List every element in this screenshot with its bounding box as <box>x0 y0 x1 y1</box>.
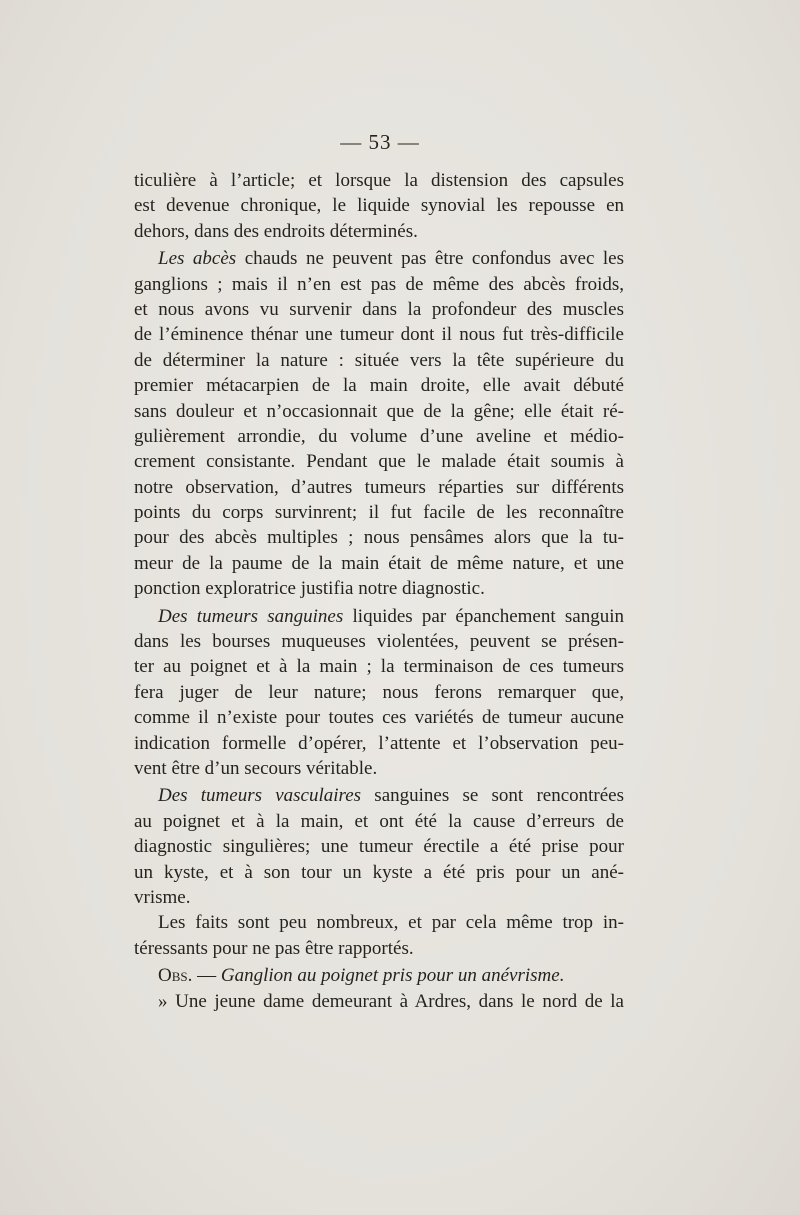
text-run: téressants pour ne pas être rapportés. <box>134 937 414 959</box>
text-line <box>134 297 624 322</box>
text-line <box>134 809 624 834</box>
text-run: points du corps survinrent; il fut facile de les reconnaître <box>134 502 624 524</box>
text-run: dehors, dans des endroits déterminés. <box>134 220 418 242</box>
text-line <box>134 756 624 781</box>
text-run: et nous avons vu survenir dans la profondeur des muscles <box>134 298 624 320</box>
text-run: crement consistante. Pendant que le malade était soumis à <box>134 451 624 473</box>
italic-text: Les abcès <box>158 248 237 270</box>
text-run: chauds ne peuvent pas être confondus avec les <box>236 248 624 270</box>
text-line <box>134 705 624 730</box>
text-run: meur de la paume de la main était de même nature, et une <box>134 552 624 574</box>
text-run: vrisme. <box>134 886 191 908</box>
text-run: ticulière à l’article; et lorsque la distension des capsules <box>134 170 624 191</box>
italic-text: Ganglion au poignet pris pour un anévrisme. <box>220 965 565 987</box>
text-line <box>134 475 624 500</box>
text-line <box>134 219 624 244</box>
text-line <box>134 246 624 271</box>
text-line <box>134 348 624 373</box>
text-run: gulièrement arrondie, du volume d’une aveline et médio- <box>134 425 624 447</box>
text-run: liquides par épanchement sanguin <box>343 605 624 627</box>
text-line <box>134 168 624 193</box>
body-text <box>134 168 624 1014</box>
text-line <box>134 399 624 424</box>
text-run: Obs. <box>158 965 193 987</box>
text-run: — <box>192 965 221 987</box>
text-run: vent être d’un secours véritable. <box>134 757 378 779</box>
text-run: sans douleur et n’occasionnait que de la gêne; elle était ré- <box>134 400 624 422</box>
text-line <box>134 783 624 808</box>
text-line <box>134 834 624 859</box>
text-run: au poignet et à la main, et ont été la cause d’erreurs de <box>134 810 624 832</box>
text-line <box>134 860 624 885</box>
text-run: de l’éminence thénar une tumeur dont il nous fut très-difficile <box>134 324 624 346</box>
text-line <box>134 576 624 601</box>
text-run: comme il n’existe pour toutes ces variétés de tumeur aucune <box>134 707 624 729</box>
text-line <box>134 604 624 629</box>
text-line <box>134 963 624 988</box>
text-line <box>134 272 624 297</box>
text-line <box>134 936 624 961</box>
text-line <box>134 629 624 654</box>
text-run: sanguines se sont rencontrées <box>361 785 624 807</box>
text-run: est devenue chronique, le liquide synovial les repousse en <box>134 195 624 217</box>
text-line <box>134 193 624 218</box>
text-run: fera juger de leur nature; nous ferons remarquer que, <box>134 681 624 703</box>
text-run: premier métacarpien de la main droite, elle avait débuté <box>134 375 624 397</box>
text-line <box>134 551 624 576</box>
text-line <box>134 654 624 679</box>
text-run: indication formelle d’opérer, l’attente et l’observation peu- <box>134 732 624 754</box>
text-run: notre observation, d’autres tumeurs réparties sur différents <box>134 476 624 498</box>
text-line <box>134 910 624 935</box>
text-line <box>134 500 624 525</box>
italic-text: Des tumeurs vasculaires <box>158 785 362 807</box>
text-line <box>134 373 624 398</box>
italic-text: Des tumeurs sanguines <box>158 605 344 627</box>
text-run: ganglions ; mais il n’en est pas de même des abcès froids, <box>134 273 624 295</box>
text-line <box>134 989 624 1014</box>
text-line <box>134 680 624 705</box>
text-run: Les faits sont peu nombreux, et par cela même trop in- <box>158 912 624 934</box>
text-line <box>134 885 624 910</box>
text-line <box>134 449 624 474</box>
text-run: ter au poignet et à la main ; la terminaison de ces tumeurs <box>134 656 624 678</box>
text-run: ponction exploratrice justifia notre diagnostic. <box>134 578 485 600</box>
text-line <box>134 322 624 347</box>
text-line <box>134 525 624 550</box>
text-run: pour des abcès multiples ; nous pensâmes alors que la tu- <box>134 527 624 549</box>
text-line <box>134 424 624 449</box>
text-run: diagnostic singulières; une tumeur érectile a été prise pour <box>134 836 624 858</box>
text-run: » Une jeune dame demeurant à Ardres, dans le nord de la <box>158 990 624 1012</box>
text-run: de déterminer la nature : située vers la tête supérieure du <box>134 349 624 371</box>
text-run: un kyste, et à son tour un kyste a été pris pour un ané- <box>134 861 624 883</box>
page-number: — 53 — <box>340 130 420 154</box>
text-run: dans les bourses muqueuses violentées, peuvent se présen- <box>134 631 624 653</box>
text-line <box>134 731 624 756</box>
